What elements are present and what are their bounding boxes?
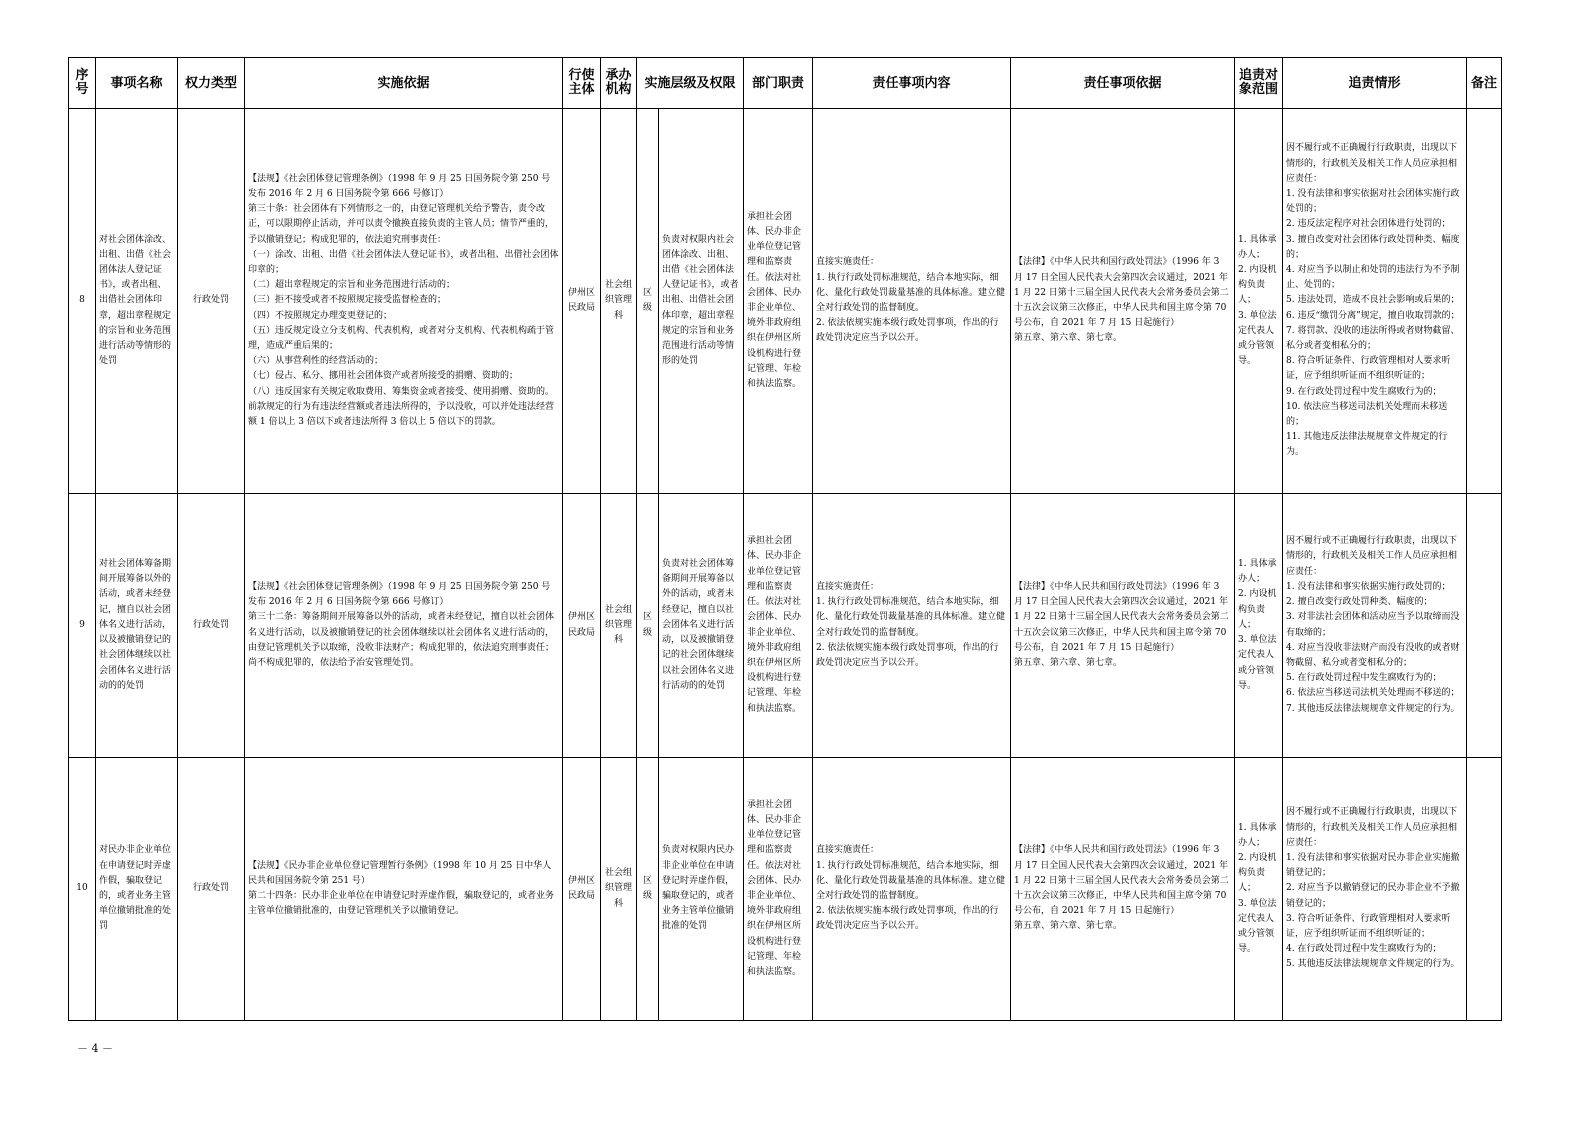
resp-line: 2. 依法依规实施本级行政处罚事项，作出的行政处罚决定应当予以公开。 — [816, 642, 999, 668]
row-subject: 伊州区民政局 — [563, 494, 601, 758]
acc-line: 7. 将罚款、没收的违法所得或者财物截留、私分或者变相私分的； — [1286, 325, 1460, 351]
row-type: 行政处罚 — [178, 109, 245, 494]
table-row — [69, 494, 1502, 758]
basis-line: （七）侵占、私分、挪用社会团体资产或者所接受的捐赠、资助的； — [248, 371, 519, 382]
header-basis: 实施依据 — [245, 58, 563, 109]
acc-line: 3. 符合听证条件、行政管理相对人要求听证，应予组织听证而不组织听证的； — [1286, 913, 1451, 939]
acc-line: 3. 擅自改变对社会团体行政处罚种类、幅度的； — [1286, 234, 1460, 260]
acc-line: 10. 依法应当移送司法机关处理而未移送的； — [1286, 401, 1448, 428]
acc-line: 因不履行或不正确履行行政职责，出现以下情形的，行政机关及相关工作人员应承担相应责任： — [1286, 807, 1458, 848]
row-org: 社会组织管理科 — [601, 109, 637, 494]
table-row — [69, 758, 1502, 1021]
row-type: 行政处罚 — [178, 758, 245, 1021]
basis-line: 【法规】《社会团体登记管理条例》（1998 年 9 月 25 日国务院令第 250 号发布 2016 年 2 月 6 日国务院令第 666 号修订） — [248, 581, 551, 608]
row-level: 区级 — [637, 494, 659, 758]
resp-basis-line: 【法律】《中华人民共和国行政处罚法》（1996 年 3 月 17 日全国人民代表大会第四次会议通过，2021 年 1 月 22 日第十三届全国人民代表大会常务委员会第二十五次会议第三次修正，中华人民共和国主席令第 70 号公布，自 2021 年 7 月 15 日起施行） — [1014, 845, 1229, 917]
row-duty: 承担社会团体、民办非企业单位登记管理和监察责任。依法对社会团体、民办非企业单位、境外非政府组织在伊州区所设机构进行登记管理、年检和执法监察。 — [744, 758, 813, 1021]
basis-line: 【法规】《民办非企业单位登记管理暂行条例》（1998 年 10 月 25 日中华人民共和国国务院令第 251 号） — [248, 860, 552, 886]
header-resp: 责任事项内容 — [813, 58, 1011, 109]
header-org: 承办机构 — [601, 58, 637, 109]
row-scope — [1235, 494, 1283, 758]
acc-line: 6. 依法应当移送司法机关处理而不移送的； — [1286, 688, 1460, 699]
basis-line: （六）从事营利性的经营活动的； — [248, 356, 384, 367]
resp-line: 直接实施责任： — [816, 581, 880, 592]
basis-line: 第二十四条：民办非企业单位在申请登记时弄虚作假，骗取登记的，或者业务主管单位撤销批准的，由登记管理机关予以撤销登记。 — [248, 891, 555, 917]
header-resp-basis: 责任事项依据 — [1011, 58, 1235, 109]
acc-line: 5. 其他违反法律法规规章文件规定的行为。 — [1286, 959, 1460, 970]
row-org: 社会组织管理科 — [601, 494, 637, 758]
table-row — [69, 109, 1502, 494]
scope-line: 1. 具体承办人； — [1238, 234, 1277, 260]
acc-line: 1. 没有法律和事实依据对社会团体实施行政处罚的； — [1286, 188, 1460, 215]
acc-line: 2. 对应当予以撤销登记的民办非企业不予撤销登记的； — [1286, 883, 1460, 909]
row-level-desc: 负责对权限内社会团体涂改、出租、出借《社会团体法人登记证书》，或者出租、出借社会团体印章，超出章程规定的宗旨和业务范围进行活动等情形的处罚 — [659, 109, 744, 494]
resp-line: 1. 执行行政处罚标准规范，结合本地实际，细化、量化行政处罚裁量基准的具体标准。建立健全对行政处罚的监督制度。 — [816, 272, 1006, 313]
row-basis — [245, 494, 563, 758]
page-number: － 4 － — [77, 1042, 113, 1055]
scope-line: 2. 内设机构负责人； — [1238, 589, 1277, 630]
header-acc: 追责情形 — [1283, 58, 1467, 109]
resp-basis-line: 第五章、第六章、第七章。 — [1014, 333, 1123, 344]
header-scope: 追责对象范围 — [1235, 58, 1283, 109]
basis-line: （四）不按照规定办理变更登记的； — [248, 310, 393, 321]
row-basis — [245, 109, 563, 494]
resp-line: 直接实施责任： — [816, 845, 880, 856]
basis-line: （三）拒不接受或者不按照规定接受监督检查的； — [248, 295, 447, 306]
scope-line: 3. 单位法定代表人或分管领导。 — [1238, 310, 1277, 367]
row-type: 行政处罚 — [178, 494, 245, 758]
header-note: 备注 — [1467, 58, 1502, 109]
row-basis — [245, 758, 563, 1021]
row-note — [1467, 109, 1502, 494]
acc-line: 11. 其他违反法律法规规章文件规定的行为。 — [1286, 432, 1448, 458]
acc-line: 1. 没有法律和事实依据实施行政处罚的； — [1286, 581, 1451, 592]
row-resp-basis — [1011, 109, 1235, 494]
row-level-desc: 负责对权限内民办非企业单位在申请登记时弄虚作假，骗取登记的，或者业务主管单位撤销批准的处罚 — [659, 758, 744, 1021]
row-acc — [1283, 758, 1467, 1021]
header-name: 事项名称 — [96, 58, 178, 109]
resp-line: 2. 依法依规实施本级行政处罚事项，作出的行政处罚决定应当予以公开。 — [816, 906, 999, 932]
row-resp — [813, 758, 1011, 1021]
resp-line: 2. 依法依规实施本级行政处罚事项，作出的行政处罚决定应当予以公开。 — [816, 318, 999, 344]
row-scope — [1235, 758, 1283, 1021]
acc-line: 5. 违法处罚，造成不良社会影响或后果的； — [1286, 295, 1460, 306]
basis-line: 【法规】《社会团体登记管理条例》（1998 年 9 月 25 日国务院令第 250 号发布 2016 年 2 月 6 日国务院令第 666 号修订） — [248, 173, 551, 199]
resp-line: 直接实施责任： — [816, 257, 880, 268]
row-seq: 9 — [69, 494, 96, 758]
header-type: 权力类型 — [178, 58, 245, 109]
scope-line: 3. 单位法定代表人或分管领导。 — [1238, 898, 1277, 955]
authority-table — [68, 57, 1502, 1021]
row-level: 区级 — [637, 758, 659, 1021]
row-resp-basis — [1011, 494, 1235, 758]
row-resp-basis — [1011, 758, 1235, 1021]
basis-line: （二）超出章程规定的宗旨和业务范围进行活动的； — [248, 280, 456, 291]
row-duty: 承担社会团体、民办非企业单位登记管理和监察责任。依法对社会团体、民办非企业单位、境外非政府组织在伊州区所设机构进行登记管理、年检和执法监察。 — [744, 109, 813, 494]
resp-basis-line: 【法律】《中华人民共和国行政处罚法》（1996 年 3 月 17 日全国人民代表大会第四次会议通过，2021 年 1 月 22 日第十三届全国人民代表大会常务委员会第二十五次会议第三次修正，中华人民共和国主席令第 70 号公布，自 2021 年 7 月 15 日起施行） — [1014, 257, 1229, 329]
header-seq: 序号 — [69, 58, 96, 109]
acc-line: 5. 在行政处罚过程中发生腐败行为的； — [1286, 673, 1442, 684]
row-seq: 10 — [69, 758, 96, 1021]
basis-line: 前款规定的行为有违法经营额或者违法所得的，予以没收，可以并处违法经营额 1 倍以上 3 倍以下或者违法所得 3 倍以上 5 倍以下的罚款。 — [248, 401, 555, 428]
acc-line: 6. 违反“缴罚分离”规定，擅自收取罚款的； — [1286, 310, 1460, 321]
row-name: 对社会团体筹备期间开展筹备以外的活动，或者未经登记，擅自以社会团体名义进行活动，以及被撤销登记的社会团体继续以社会团体名义进行活动的的处罚 — [96, 494, 178, 758]
resp-basis-line: 第五章、第六章、第七章。 — [1014, 657, 1123, 668]
row-level: 区级 — [637, 109, 659, 494]
acc-line: 2. 违反法定程序对社会团体进行处罚的； — [1286, 219, 1451, 230]
row-subject: 伊州区民政局 — [563, 758, 601, 1021]
row-org: 社会组织管理科 — [601, 758, 637, 1021]
acc-line: 7. 其他违反法律法规规章文件规定的行为。 — [1286, 703, 1460, 714]
row-resp — [813, 109, 1011, 494]
acc-line: 8. 符合听证条件、行政管理相对人要求听证，应予组织听证而不组织听证的； — [1286, 356, 1451, 382]
acc-line: 1. 没有法律和事实依据对民办非企业实施撤销登记的； — [1286, 852, 1460, 879]
basis-line: 第三十二条：筹备期间开展筹备以外的活动，或者未经登记，擅自以社会团体名义进行活动，以及被撤销登记的社会团体继续以社会团体名义进行活动的，由登记管理机关予以取缔，没收非法财产；构成犯罪的，依法追究刑事责任；尚不构成犯罪的，依法给予治安管理处罚。 — [248, 612, 555, 668]
row-duty: 承担社会团体、民办非企业单位登记管理和监察责任。依法对社会团体、民办非企业单位、境外非政府组织在伊州区所设机构进行登记管理、年检和执法监察。 — [744, 494, 813, 758]
scope-line: 2. 内设机构负责人； — [1238, 852, 1277, 894]
acc-line: 因不履行或不正确履行行政职责，出现以下情形的，行政机关及相关工作人员应承担相应责任： — [1286, 536, 1458, 577]
basis-line: 第三十条：社会团体有下列情形之一的，由登记管理机关给予警告，责令改正，可以限期停止活动，并可以责令撤换直接负责的主管人员；情节严重的，予以撤销登记；构成犯罪的，依法追究刑事责任： — [248, 204, 555, 245]
scope-line: 3. 单位法定代表人或分管领导。 — [1238, 635, 1277, 691]
row-name: 对社会团体涂改、出租、出借《社会团体法人登记证书》，或者出租、出借社会团体印章，超出章程规定的宗旨和业务范围进行活动等情形的处罚 — [96, 109, 178, 494]
row-scope — [1235, 109, 1283, 494]
scope-line: 1. 具体承办人； — [1238, 559, 1277, 585]
scope-line: 2. 内设机构负责人； — [1238, 264, 1277, 306]
resp-line: 1. 执行行政处罚标准规范，结合本地实际，细化、量化行政处罚裁量基准的具体标准。建立健全对行政处罚的监督制度。 — [816, 860, 1006, 901]
row-resp — [813, 494, 1011, 758]
header-duty: 部门职责 — [744, 58, 813, 109]
resp-line: 1. 执行行政处罚标准规范，结合本地实际，细化、量化行政处罚裁量基准的具体标准。建立健全对行政处罚的监督制度。 — [816, 597, 1006, 638]
basis-line: （八）违反国家有关规定收取费用、筹集资金或者接受、使用捐赠、资助的。 — [248, 386, 555, 397]
row-note — [1467, 494, 1502, 758]
acc-line: 4. 对应当予以制止和处罚的违法行为不予制止、处罚的； — [1286, 264, 1460, 291]
row-acc — [1283, 494, 1467, 758]
row-name: 对民办非企业单位在申请登记时弄虚作假，骗取登记的，或者业务主管单位撤销批准的处罚 — [96, 758, 178, 1021]
row-note — [1467, 758, 1502, 1021]
basis-line: （五）违反规定设立分支机构、代表机构，或者对分支机构、代表机构疏于管理，造成严重后果的； — [248, 325, 555, 351]
acc-line: 4. 对应当没收非法财产而没有没收的或者财物截留、私分或者变相私分的； — [1286, 642, 1460, 668]
row-seq: 8 — [69, 109, 96, 494]
scope-line: 1. 具体承办人； — [1238, 822, 1277, 848]
basis-line: （一）涂改、出租、出借《社会团体法人登记证书》，或者出租、出借社会团体印章的； — [248, 249, 559, 275]
acc-line: 4. 在行政处罚过程中发生腐败行为的； — [1286, 944, 1442, 955]
header-level: 实施层级及权限 — [637, 58, 744, 109]
row-subject: 伊州区民政局 — [563, 109, 601, 494]
resp-basis-line: 【法律】《中华人民共和国行政处罚法》（1996 年 3 月 17 日全国人民代表大会第四次会议通过，2021 年 1 月 22 日第十三届全国人民代表大会常务委员会第二十五次会议第三次修正，中华人民共和国主席令第 70 号公布，自 2021 年 7 月 15 日起施行） — [1014, 581, 1229, 653]
resp-basis-line: 第五章、第六章、第七章。 — [1014, 921, 1123, 932]
row-acc — [1283, 109, 1467, 494]
header-subject: 行使主体 — [563, 58, 601, 109]
acc-line: 3. 对非法社会团体和活动应当予以取缔而没有取缔的； — [1286, 612, 1460, 638]
header-row — [69, 58, 1502, 109]
acc-line: 2. 擅自改变行政处罚种类、幅度的； — [1286, 597, 1433, 608]
acc-line: 9. 在行政处罚过程中发生腐败行为的； — [1286, 386, 1442, 397]
row-level-desc: 负责对社会团体筹备期间开展筹备以外的活动，或者未经登记，擅自以社会团体名义进行活动，以及被撤销登记的社会团体继续以社会团体名义进行活动的的处罚 — [659, 494, 744, 758]
acc-line: 因不履行或不正确履行行政职责，出现以下情形的，行政机关及相关工作人员应承担相应责任： — [1286, 143, 1458, 184]
